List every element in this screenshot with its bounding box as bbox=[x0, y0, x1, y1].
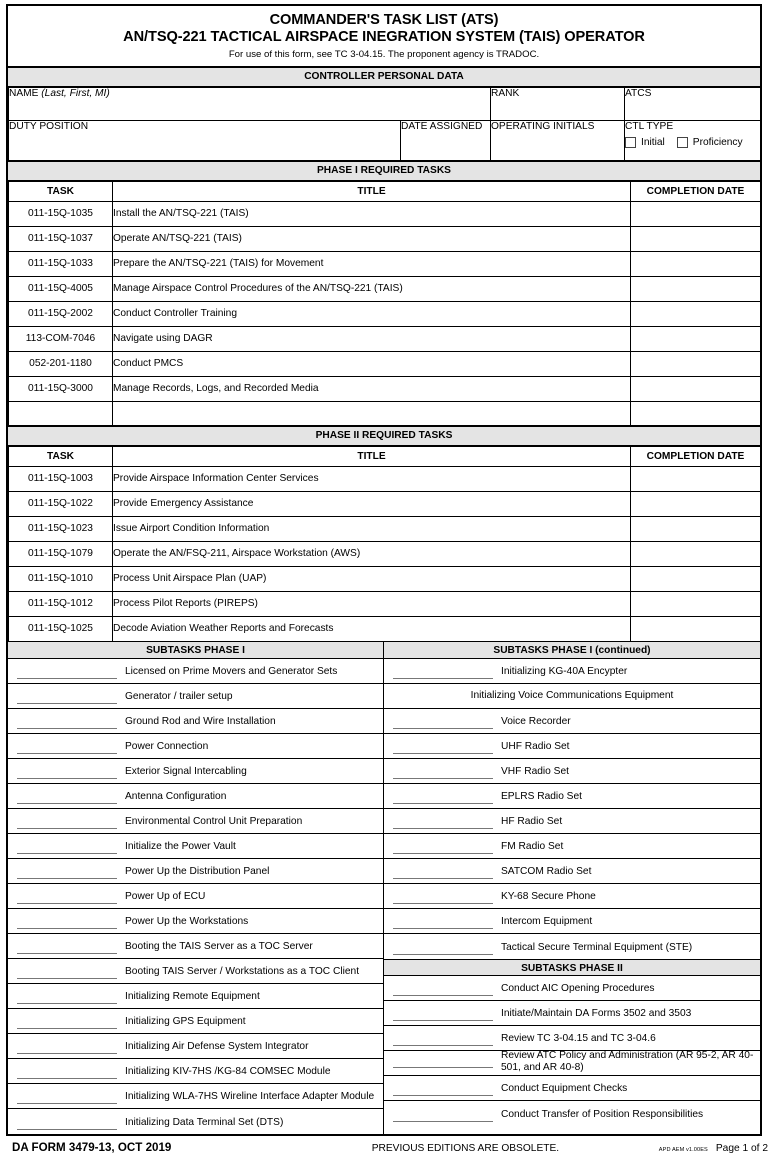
subtask-label: Voice Recorder bbox=[501, 716, 571, 727]
subtask-label: HF Radio Set bbox=[501, 816, 563, 827]
subtask-label: Environmental Control Unit Preparation bbox=[125, 816, 303, 827]
task-title-cell: Conduct Controller Training bbox=[113, 302, 631, 327]
duty-position-label: DUTY POSITION bbox=[9, 121, 89, 132]
subtask-signoff-line[interactable] bbox=[17, 989, 117, 1004]
task-title-cell: Operate the AN/FSQ-211, Airspace Workstation (AWS) bbox=[113, 542, 631, 567]
controller-personal-data-table bbox=[8, 87, 761, 161]
task-number-cell bbox=[9, 402, 113, 426]
subtask-signoff-line[interactable] bbox=[17, 864, 117, 879]
personal-data-row-1 bbox=[9, 88, 761, 121]
duty-position-field-cell[interactable] bbox=[9, 121, 401, 161]
subtask-row bbox=[8, 1009, 383, 1034]
ctl-type-cell bbox=[625, 121, 761, 161]
form-subtitle: For use of this form, see TC 3-04.15. The proponent agency is TRADOC. bbox=[228, 49, 540, 60]
subtask-row bbox=[8, 834, 383, 859]
subtask-label: Initiate/Maintain DA Forms 3502 and 3503 bbox=[501, 1008, 692, 1019]
subtask-label: SATCOM Radio Set bbox=[501, 866, 592, 877]
subtask-row bbox=[8, 884, 383, 909]
subtask-row bbox=[8, 1109, 383, 1134]
subtask-label: Review ATC Policy and Administration (AR 95-2, AR 40-501, and AR 40-8) bbox=[501, 1050, 754, 1073]
task-number-cell: 011-15Q-4005 bbox=[9, 277, 113, 302]
form-id-label: DA FORM 3479-13, OCT 2019 bbox=[12, 1141, 172, 1154]
subtask-signoff-line[interactable] bbox=[393, 1006, 493, 1021]
task-number-cell: 113-COM-7046 bbox=[9, 327, 113, 352]
phase-2-col-task: TASK bbox=[9, 447, 113, 467]
subtask-row bbox=[384, 684, 760, 709]
section-band-phase-2: PHASE II REQUIRED TASKS bbox=[8, 426, 760, 446]
task-title-cell: Navigate using DAGR bbox=[113, 327, 631, 352]
subtask-label: Conduct Transfer of Position Responsibilities bbox=[501, 1109, 704, 1120]
subtask-signoff-line[interactable] bbox=[393, 814, 493, 829]
task-title-cell: Issue Airport Condition Information bbox=[113, 517, 631, 542]
task-number-cell: 011-15Q-1033 bbox=[9, 252, 113, 277]
subtask-row bbox=[384, 809, 760, 834]
subtask-row bbox=[8, 809, 383, 834]
subtask-signoff-line[interactable] bbox=[17, 889, 117, 904]
subtask-label: Initializing Remote Equipment bbox=[125, 991, 260, 1002]
phase-1-header-row bbox=[9, 182, 761, 202]
table-row bbox=[9, 517, 761, 542]
completion-date-cell[interactable] bbox=[631, 352, 761, 377]
form-sheet bbox=[6, 4, 762, 1136]
task-title-cell bbox=[113, 402, 631, 426]
subtask-label: Generator / trailer setup bbox=[125, 691, 233, 702]
subtasks-phase-1-continued-band bbox=[384, 642, 760, 659]
subtask-row bbox=[8, 759, 383, 784]
subtask-row bbox=[384, 976, 760, 1001]
subtask-row bbox=[8, 659, 383, 684]
subtasks-phase-1-continued-main: SUBTASKS PHASE I bbox=[493, 645, 593, 656]
subtask-row bbox=[8, 784, 383, 809]
table-row bbox=[9, 542, 761, 567]
footer-right-group bbox=[659, 1143, 768, 1154]
name-label: NAME bbox=[9, 88, 39, 99]
subtask-row bbox=[384, 709, 760, 734]
task-title-cell: Provide Airspace Information Center Services bbox=[113, 467, 631, 492]
task-number-cell: 011-15Q-1035 bbox=[9, 202, 113, 227]
completion-date-cell[interactable] bbox=[631, 542, 761, 567]
ctl-proficiency-checkbox[interactable] bbox=[677, 137, 688, 148]
completion-date-cell[interactable] bbox=[631, 617, 761, 642]
task-number-cell: 011-15Q-3000 bbox=[9, 377, 113, 402]
personal-data-row-2 bbox=[9, 121, 761, 161]
subtask-row bbox=[8, 684, 383, 709]
subtask-signoff-line[interactable] bbox=[393, 1053, 493, 1068]
subtask-signoff-line[interactable] bbox=[17, 1014, 117, 1029]
subtask-label: Initializing KG-40A Encypter bbox=[501, 666, 628, 677]
task-title-cell: Manage Airspace Control Procedures of the AN/TSQ-221 (TAIS) bbox=[113, 277, 631, 302]
subtask-signoff-line[interactable] bbox=[393, 839, 493, 854]
subtask-signoff-line[interactable] bbox=[393, 940, 493, 955]
subtask-signoff-line[interactable] bbox=[393, 864, 493, 879]
form-footer bbox=[12, 1136, 768, 1160]
apd-version-label: APD AEM v1.00ES bbox=[658, 1147, 708, 1153]
table-row bbox=[9, 302, 761, 327]
table-row bbox=[9, 327, 761, 352]
completion-date-cell[interactable] bbox=[631, 302, 761, 327]
subtask-row bbox=[384, 934, 760, 959]
subtask-signoff-line[interactable] bbox=[393, 1031, 493, 1046]
subtask-row bbox=[384, 1001, 760, 1026]
task-title-cell: Process Pilot Reports (PIREPS) bbox=[113, 592, 631, 617]
table-row bbox=[9, 377, 761, 402]
table-row bbox=[9, 617, 761, 642]
subtask-signoff-line[interactable] bbox=[17, 689, 117, 704]
task-title-cell: Provide Emergency Assistance bbox=[113, 492, 631, 517]
subtask-signoff-line[interactable] bbox=[17, 814, 117, 829]
subtask-signoff-line[interactable] bbox=[393, 664, 493, 679]
subtasks-phase-2-band: SUBTASKS PHASE II bbox=[384, 959, 760, 976]
table-row bbox=[9, 467, 761, 492]
completion-date-cell[interactable] bbox=[631, 592, 761, 617]
subtask-signoff-line[interactable] bbox=[17, 739, 117, 754]
ctl-initial-checkbox[interactable] bbox=[625, 137, 636, 148]
task-number-cell: 011-15Q-1003 bbox=[9, 467, 113, 492]
subtask-signoff-line[interactable] bbox=[393, 914, 493, 929]
atcs-field-cell[interactable] bbox=[625, 88, 761, 121]
table-row bbox=[9, 352, 761, 377]
phase-2-header-row bbox=[9, 447, 761, 467]
subtask-signoff-line[interactable] bbox=[17, 1115, 117, 1130]
subtask-label: Exterior Signal Intercabling bbox=[125, 766, 247, 777]
form-title-line-1: COMMANDER'S TASK LIST (ATS) bbox=[269, 12, 499, 28]
rank-field-cell[interactable] bbox=[491, 88, 625, 121]
subtask-label: Power Connection bbox=[125, 741, 209, 752]
subtask-signoff-line[interactable] bbox=[17, 789, 117, 804]
subtask-label: Initialize the Power Vault bbox=[125, 841, 236, 852]
table-row bbox=[9, 202, 761, 227]
subtask-label: Initializing KIV-7HS /KG-84 COMSEC Module bbox=[125, 1066, 331, 1077]
completion-date-cell[interactable] bbox=[631, 327, 761, 352]
form-title-line-2: AN/TSQ-221 TACTICAL AIRSPACE INEGRATION SYSTEM (TAIS) OPERATOR bbox=[123, 29, 645, 45]
task-number-cell: 011-15Q-1022 bbox=[9, 492, 113, 517]
subtask-signoff-line[interactable] bbox=[393, 1107, 493, 1122]
page-number-label: Page 1 of 2 bbox=[715, 1143, 768, 1154]
task-number-cell: 011-15Q-1025 bbox=[9, 617, 113, 642]
subtasks-phase-1-continued-list bbox=[384, 659, 760, 959]
subtask-signoff-line[interactable] bbox=[393, 789, 493, 804]
subtask-signoff-line[interactable] bbox=[17, 714, 117, 729]
completion-date-cell[interactable] bbox=[631, 227, 761, 252]
table-row bbox=[9, 567, 761, 592]
subtask-label: Initializing Air Defense System Integrator bbox=[125, 1041, 309, 1052]
subtask-label: Licensed on Prime Movers and Generator Sets bbox=[125, 666, 338, 677]
section-band-phase-1: PHASE I REQUIRED TASKS bbox=[8, 161, 760, 181]
subtasks-phase-1-continued-suffix: (continued) bbox=[595, 645, 651, 656]
task-number-cell: 011-15Q-1037 bbox=[9, 227, 113, 252]
ctl-type-options bbox=[625, 137, 760, 148]
subtask-row bbox=[384, 759, 760, 784]
subtask-row bbox=[384, 784, 760, 809]
subtask-label: VHF Radio Set bbox=[501, 766, 569, 777]
completion-date-cell[interactable] bbox=[631, 567, 761, 592]
subtask-signoff-line[interactable] bbox=[17, 964, 117, 979]
subtask-row bbox=[8, 1059, 383, 1084]
subtask-signoff-line[interactable] bbox=[17, 664, 117, 679]
task-title-cell: Install the AN/TSQ-221 (TAIS) bbox=[113, 202, 631, 227]
subtask-label: Initializing Data Terminal Set (DTS) bbox=[125, 1117, 284, 1128]
subtask-label: KY-68 Secure Phone bbox=[501, 891, 596, 902]
subtask-signoff-line[interactable] bbox=[393, 889, 493, 904]
subtask-label: Initializing Voice Communications Equipment bbox=[470, 690, 674, 701]
subtask-label: Tactical Secure Terminal Equipment (STE) bbox=[501, 942, 693, 953]
subtask-row bbox=[384, 834, 760, 859]
task-title-cell: Manage Records, Logs, and Recorded Media bbox=[113, 377, 631, 402]
operating-initials-field-cell[interactable] bbox=[491, 121, 625, 161]
ctl-type-label: CTL TYPE bbox=[625, 121, 674, 132]
task-number-cell: 011-15Q-1023 bbox=[9, 517, 113, 542]
subtask-row bbox=[8, 934, 383, 959]
task-number-cell: 011-15Q-2002 bbox=[9, 302, 113, 327]
atcs-label: ATCS bbox=[625, 88, 652, 99]
subtask-label: Power Up the Distribution Panel bbox=[125, 866, 270, 877]
completion-date-cell[interactable] bbox=[631, 277, 761, 302]
subtask-row bbox=[8, 734, 383, 759]
subtask-signoff-line[interactable] bbox=[17, 914, 117, 929]
phase-2-col-completion-date: COMPLETION DATE bbox=[631, 447, 761, 467]
subtask-row bbox=[8, 1084, 383, 1109]
task-number-cell: 052-201-1180 bbox=[9, 352, 113, 377]
phase-2-col-title: TITLE bbox=[113, 447, 631, 467]
subtask-row bbox=[384, 909, 760, 934]
completion-date-cell[interactable] bbox=[631, 492, 761, 517]
table-row bbox=[9, 252, 761, 277]
task-title-cell: Prepare the AN/TSQ-221 (TAIS) for Movement bbox=[113, 252, 631, 277]
subtask-row bbox=[8, 859, 383, 884]
subtask-label: EPLRS Radio Set bbox=[501, 791, 582, 802]
section-band-controller-personal-data: CONTROLLER PERSONAL DATA bbox=[8, 68, 760, 87]
subtask-label: Power Up the Workstations bbox=[125, 916, 249, 927]
name-hint: (Last, First, MI) bbox=[41, 88, 110, 99]
date-assigned-label: DATE ASSIGNED bbox=[401, 121, 483, 132]
subtask-label: Initializing GPS Equipment bbox=[125, 1016, 246, 1027]
subtask-signoff-line[interactable] bbox=[17, 764, 117, 779]
subtask-signoff-line[interactable] bbox=[393, 1081, 493, 1096]
subtask-signoff-line[interactable] bbox=[17, 1039, 117, 1054]
subtask-label: UHF Radio Set bbox=[501, 741, 570, 752]
subtask-row bbox=[384, 1026, 760, 1051]
subtasks-section bbox=[8, 642, 760, 1134]
task-title-cell: Decode Aviation Weather Reports and Forecasts bbox=[113, 617, 631, 642]
task-number-cell: 011-15Q-1079 bbox=[9, 542, 113, 567]
phase-1-col-title: TITLE bbox=[113, 182, 631, 202]
subtask-row bbox=[384, 859, 760, 884]
subtask-signoff-line[interactable] bbox=[17, 1089, 117, 1104]
phase-1-tasks-table bbox=[8, 181, 761, 426]
subtask-signoff-line[interactable] bbox=[393, 739, 493, 754]
phase-1-col-completion-date: COMPLETION DATE bbox=[631, 182, 761, 202]
subtask-label: Power Up of ECU bbox=[125, 891, 206, 902]
task-number-cell: 011-15Q-1012 bbox=[9, 592, 113, 617]
subtask-label: Antenna Configuration bbox=[125, 791, 227, 802]
subtask-signoff-line[interactable] bbox=[17, 839, 117, 854]
completion-date-cell[interactable] bbox=[631, 252, 761, 277]
subtask-row bbox=[384, 1076, 760, 1101]
table-row bbox=[9, 592, 761, 617]
form-title-block bbox=[8, 6, 760, 68]
completion-date-cell[interactable] bbox=[631, 402, 761, 426]
ctl-initial-label: Initial bbox=[641, 137, 665, 148]
subtask-row bbox=[384, 1101, 760, 1126]
subtask-signoff-line[interactable] bbox=[393, 764, 493, 779]
subtask-row bbox=[8, 984, 383, 1009]
date-assigned-field-cell[interactable] bbox=[401, 121, 491, 161]
completion-date-cell[interactable] bbox=[631, 467, 761, 492]
subtask-row bbox=[8, 959, 383, 984]
subtask-row bbox=[8, 1034, 383, 1059]
subtasks-left-column bbox=[8, 642, 384, 1134]
subtasks-phase-1-list bbox=[8, 659, 383, 1134]
phase-1-col-task: TASK bbox=[9, 182, 113, 202]
previous-editions-label: PREVIOUS EDITIONS ARE OBSOLETE. bbox=[371, 1143, 560, 1154]
subtask-signoff-line[interactable] bbox=[393, 981, 493, 996]
subtask-signoff-line[interactable] bbox=[17, 1064, 117, 1079]
subtask-label: Booting the TAIS Server as a TOC Server bbox=[125, 941, 313, 952]
task-title-cell: Operate AN/TSQ-221 (TAIS) bbox=[113, 227, 631, 252]
name-field-cell[interactable] bbox=[9, 88, 491, 121]
task-title-cell: Process Unit Airspace Plan (UAP) bbox=[113, 567, 631, 592]
subtask-row bbox=[8, 909, 383, 934]
subtask-label: FM Radio Set bbox=[501, 841, 564, 852]
subtask-label: Initializing WLA-7HS Wireline Interface Adapter Module bbox=[125, 1091, 375, 1102]
subtask-signoff-line[interactable] bbox=[393, 714, 493, 729]
subtask-label: Booting TAIS Server / Workstations as a TOC Client bbox=[125, 966, 360, 977]
rank-label: RANK bbox=[491, 88, 520, 99]
subtask-label: Ground Rod and Wire Installation bbox=[125, 716, 276, 727]
subtasks-right-column bbox=[384, 642, 760, 1134]
table-row bbox=[9, 277, 761, 302]
completion-date-cell[interactable] bbox=[631, 377, 761, 402]
subtask-label: Review TC 3-04.15 and TC 3-04.6 bbox=[501, 1033, 656, 1044]
subtask-signoff-line[interactable] bbox=[17, 939, 117, 954]
subtask-label: Intercom Equipment bbox=[501, 916, 593, 927]
ctl-proficiency-label: Proficiency bbox=[692, 137, 743, 148]
subtask-row bbox=[384, 659, 760, 684]
table-row bbox=[9, 227, 761, 252]
table-row bbox=[9, 402, 761, 426]
subtask-row bbox=[384, 734, 760, 759]
subtask-row bbox=[8, 709, 383, 734]
completion-date-cell[interactable] bbox=[631, 517, 761, 542]
phase-2-tasks-table bbox=[8, 446, 761, 642]
subtask-label: Conduct Equipment Checks bbox=[501, 1083, 628, 1094]
subtask-label: Conduct AIC Opening Procedures bbox=[501, 983, 655, 994]
subtasks-phase-1-band: SUBTASKS PHASE I bbox=[8, 642, 383, 659]
subtasks-phase-2-list bbox=[384, 976, 760, 1126]
operating-initials-label: OPERATING INITIALS bbox=[491, 121, 595, 132]
subtask-row bbox=[384, 1051, 760, 1076]
task-title-cell: Conduct PMCS bbox=[113, 352, 631, 377]
task-number-cell: 011-15Q-1010 bbox=[9, 567, 113, 592]
subtask-row bbox=[384, 884, 760, 909]
table-row bbox=[9, 492, 761, 517]
completion-date-cell[interactable] bbox=[631, 202, 761, 227]
